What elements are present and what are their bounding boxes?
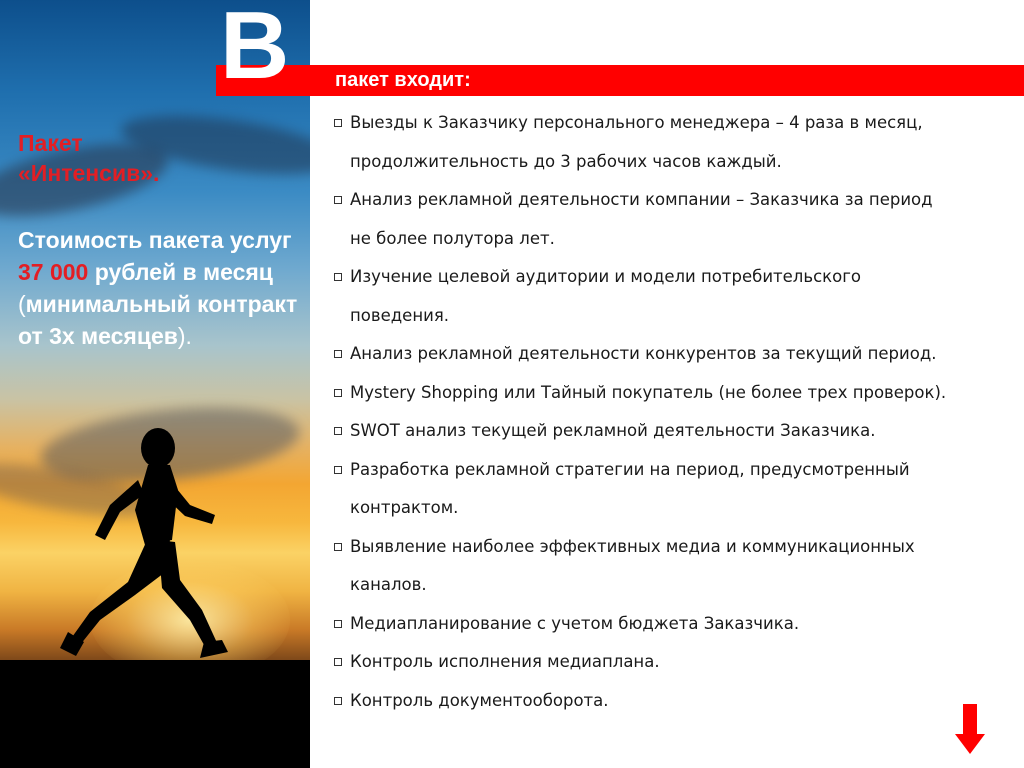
list-item-line: Анализ рекламной деятельности компании – Заказчика за период [350,190,933,209]
list-item-line: продолжительность до 3 рабочих часов каждый. [350,151,782,171]
list-item-line: Контроль исполнения медиаплана. [350,652,660,671]
list-item-line: поведения. [350,305,449,325]
paren-close: ). [177,323,192,349]
list-item [334,528,1014,605]
list-item-line: Анализ рекламной деятельности конкурентов за текущий период. [350,344,937,363]
square-bullet-icon [334,620,342,628]
list-item-line: Mystery Shopping или Тайный покупатель (не более трех проверок). [350,382,947,402]
square-bullet-icon [334,196,342,204]
list-item [334,374,1014,413]
price-unit: рублей в месяц [94,259,273,285]
list-item-line: не более полутора лет. [350,228,555,248]
price-label: Стоимость пакета услуг [18,227,292,253]
square-bullet-icon [334,273,342,281]
list-item [334,335,1014,374]
services-list [334,104,1014,720]
square-bullet-icon [334,389,342,397]
paren-open: ( [18,291,26,317]
list-item [334,451,1014,528]
big-letter: В [220,0,290,99]
package-title: Пакет «Интенсив». [18,130,160,186]
list-item [334,412,1014,451]
list-item-line: Изучение целевой аудитории и модели потребительского [350,267,861,286]
list-item [334,605,1014,644]
list-item [334,181,1014,258]
runner-photo [0,0,310,768]
list-item [334,682,1014,721]
square-bullet-icon [334,697,342,705]
square-bullet-icon [334,466,342,474]
square-bullet-icon [334,543,342,551]
list-item-line: SWOT анализ текущей рекламной деятельности Заказчика. [350,421,876,440]
list-item-line: Выезды к Заказчику персонального менеджера – 4 раза в месяц, [350,113,923,132]
price-value: 37 000 [18,259,89,285]
list-item [334,258,1014,335]
list-item-line: каналов. [350,575,427,594]
square-bullet-icon [334,427,342,435]
list-item-line: Медиапланирование с учетом бюджета Заказчика. [350,613,800,633]
list-item [334,104,1014,181]
arrow-down-icon[interactable] [955,704,985,754]
square-bullet-icon [334,119,342,127]
list-item-line: Выявление наиболее эффективных медиа и коммуникационных [350,536,915,556]
square-bullet-icon [334,658,342,666]
list-item-line: Разработка рекламной стратегии на период, предусмотренный [350,459,910,479]
runner-silhouette [40,420,270,680]
min-contract: минимальный контракт от 3х месяцев [18,291,298,349]
square-bullet-icon [334,350,342,358]
package-description [18,224,303,352]
list-item-line: Контроль документооборота. [350,690,609,710]
header-subtitle: пакет входит: [335,69,471,91]
list-item-line: контрактом. [350,498,459,517]
list-item [334,643,1014,682]
